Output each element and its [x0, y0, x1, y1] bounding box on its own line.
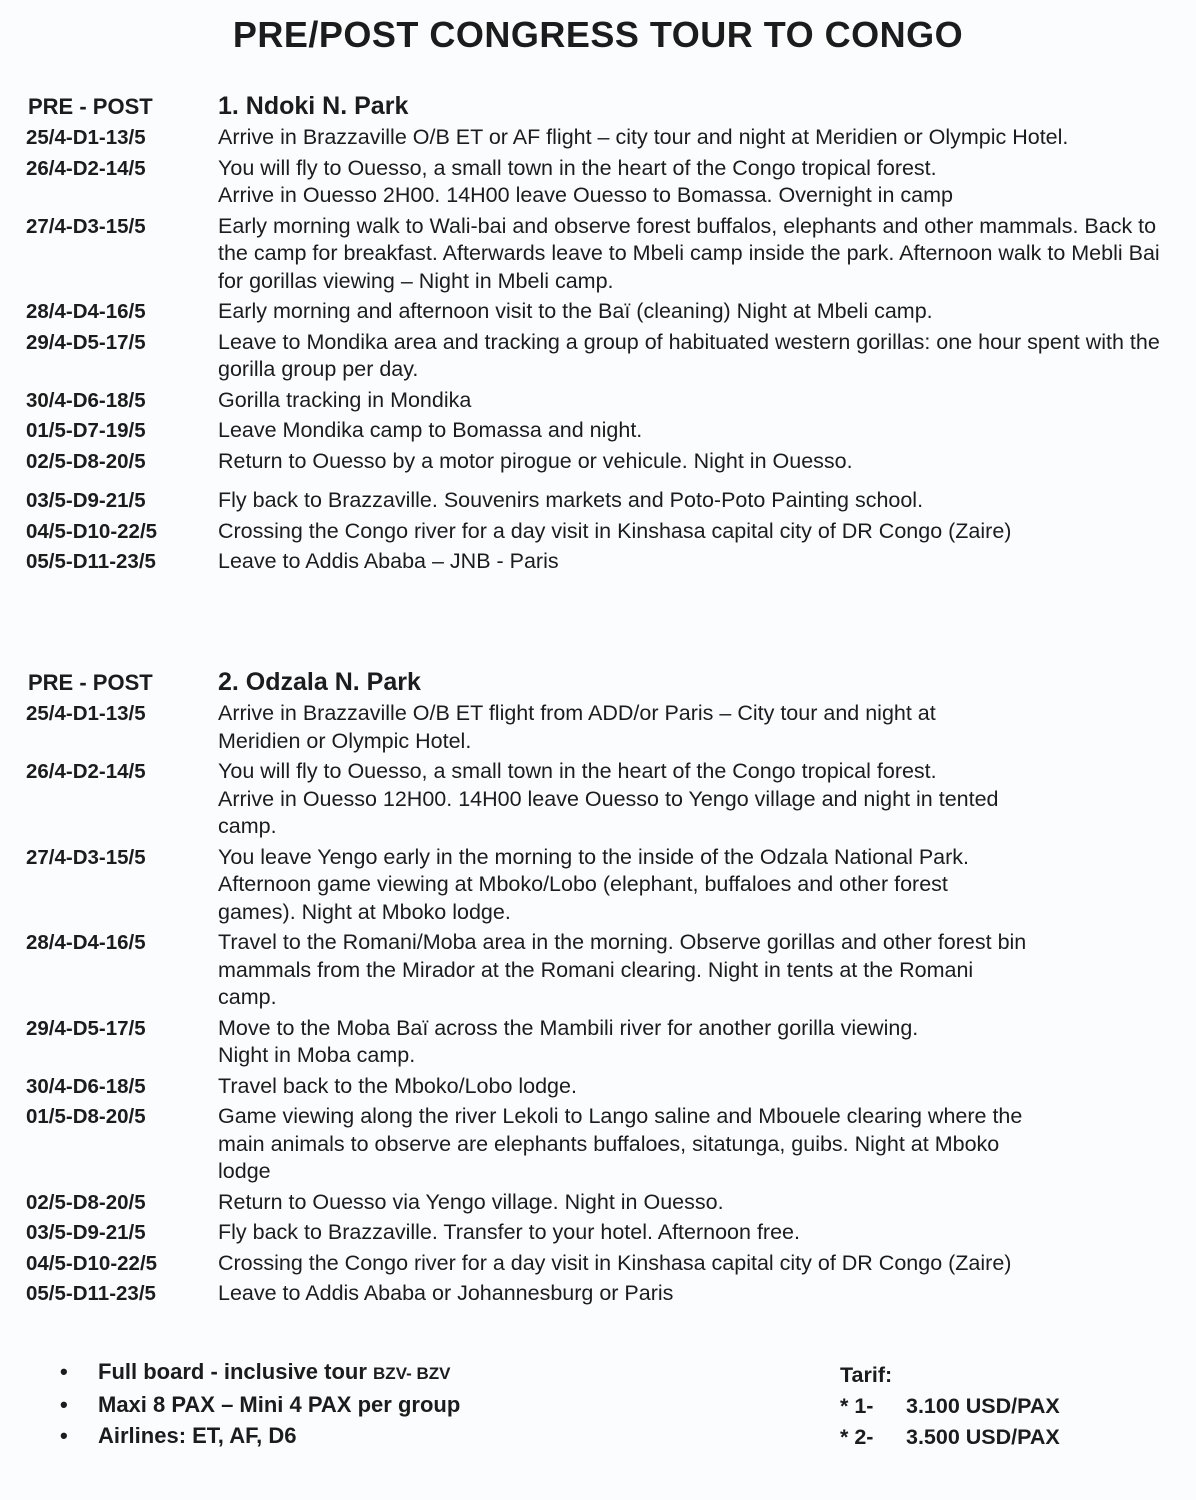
entry-description: [218, 1280, 1180, 1308]
description-line: main animals to observe are elephants buffaloes, sitatunga, guibs. Night at Mboko: [218, 1131, 1000, 1156]
itinerary-entry: [0, 298, 1196, 326]
description-line: Return to Ouesso by a motor pirogue or vehicule. Night in Ouesso.: [218, 448, 853, 473]
description-line: Early morning and afternoon visit to the Baï (cleaning) Night at Mbeli camp.: [218, 299, 933, 323]
description-line: Early morning walk to Wali-bai and observe forest buffalos, elephants and other mammals. Back to the camp for breakfast. Afterwards leave to Mbeli camp inside the park. Afternoon walk to Mebli Bai for gorillas viewing – Night in Mbeli camp.: [218, 213, 1160, 293]
entry-date: 27/4-D3-15/5: [26, 214, 146, 238]
entry-description: [218, 213, 1180, 296]
tarif-key: * 2-: [840, 1425, 874, 1449]
entry-description: [218, 844, 1180, 927]
tarif-block: [840, 1360, 1060, 1453]
itinerary-entry: [0, 1280, 1196, 1308]
entry-description: [218, 1189, 1180, 1217]
entry-date: 28/4-D4-16/5: [26, 300, 146, 323]
description-line: Arrive in Ouesso 2H00. 14H00 leave Ouesso to Bomassa. Overnight in camp: [218, 183, 953, 207]
bullet-item: [60, 1389, 460, 1420]
tarif-row: [840, 1422, 1060, 1453]
entry-description: [218, 387, 1180, 415]
bullet-text: Maxi 8 PAX – Mini 4 PAX per group: [98, 1392, 461, 1417]
entry-description: [218, 155, 1180, 210]
description-line: You leave Yengo early in the morning to the inside of the Odzala National Park.: [218, 844, 970, 869]
entry-date: 04/5-D10-22/5: [26, 1251, 158, 1275]
description-line: camp.: [218, 985, 277, 1009]
description-line: Arrive in Brazzaville O/B ET flight from ADD/or Paris – City tour and night at: [218, 701, 936, 725]
entry-date: 05/5-D11-23/5: [26, 550, 156, 573]
entry-description: [218, 1015, 1180, 1070]
entry-description: [218, 758, 1180, 841]
entry-date: 03/5-D9-21/5: [26, 489, 146, 512]
entry-description: [218, 124, 1180, 152]
entry-description: [218, 548, 1180, 576]
description-line: Fly back to Brazzaville. Souvenirs markets and Poto-Poto Painting school.: [218, 488, 924, 512]
description-line: Arrive in Ouesso 12H00. 14H00 leave Ouesso to Yengo village and night in tented: [218, 786, 999, 811]
description-line: Move to the Moba Baï across the Mambili river for another gorilla viewing.: [218, 1015, 919, 1040]
itinerary-entry: [0, 548, 1196, 576]
tarif-key: * 1-: [840, 1394, 874, 1418]
itinerary-entry: [0, 1073, 1196, 1101]
entry-date: 29/4-D5-17/5: [26, 1016, 146, 1040]
description-line: Game viewing along the river Lekoli to Lango saline and Mbouele clearing where the: [218, 1104, 1023, 1128]
itinerary-entry: [0, 700, 1196, 755]
entry-description: [218, 929, 1180, 1012]
itinerary-entry: [0, 448, 1196, 476]
entry-date: 30/4-D6-18/5: [26, 1074, 146, 1098]
description-line: You will fly to Ouesso, a small town in the heart of the Congo tropical forest.: [218, 759, 937, 783]
entry-description: [218, 1219, 1180, 1247]
itinerary-entry: [0, 844, 1196, 927]
bullet-text: Full board - inclusive tour: [98, 1359, 374, 1384]
entry-date: 02/5-D8-20/5: [26, 449, 146, 473]
itinerary-entry: [0, 758, 1196, 841]
entry-date: 27/4-D3-15/5: [26, 845, 146, 869]
entry-date: 04/5-D10-22/5: [26, 519, 158, 543]
entry-date: 28/4-D4-16/5: [26, 931, 146, 954]
section-header: [0, 92, 1196, 124]
itinerary-entry: [0, 487, 1196, 515]
description-line: Leave to Addis Ababa or Johannesburg or Paris: [218, 1281, 674, 1305]
bullet-item: [60, 1420, 460, 1451]
description-line: Leave Mondika camp to Bomassa and night.: [218, 418, 643, 442]
description-line: Travel back to the Mboko/Lobo lodge.: [218, 1073, 577, 1098]
entry-description: [218, 329, 1180, 384]
section-header: [0, 668, 1196, 700]
description-line: Leave to Addis Ababa – JNB - Paris: [218, 549, 559, 573]
itinerary-entry: [0, 1189, 1196, 1217]
description-line: camp.: [218, 814, 277, 838]
itinerary-entry: [0, 213, 1196, 296]
description-line: Leave to Mondika area and tracking a group of habituated western gorillas: one hour spent with the gorilla group per day.: [218, 329, 1160, 381]
itinerary-entry: [0, 1103, 1196, 1186]
park-title: 1. Ndoki N. Park: [218, 92, 409, 120]
tarif-value: 3.500 USD/PAX: [906, 1425, 1060, 1449]
bullet-item: [60, 1356, 460, 1389]
entry-description: [218, 1250, 1180, 1278]
description-line: Night in Moba camp.: [218, 1043, 416, 1067]
section-ndoki: [0, 92, 1196, 579]
itinerary-entry: [0, 1219, 1196, 1247]
section-odzala: [0, 668, 1196, 1311]
page-title: PRE/POST CONGRESS TOUR TO CONGO: [232, 14, 964, 55]
description-line: Return to Ouesso via Yengo village. Night in Ouesso.: [218, 1189, 724, 1214]
entry-date: 05/5-D11-23/5: [26, 1282, 156, 1305]
description-line: Afternoon game viewing at Mboko/Lobo (elephant, buffaloes and other forest: [218, 872, 948, 896]
footer: [0, 1356, 1196, 1456]
itinerary-entry: [0, 329, 1196, 384]
info-bullets: [60, 1356, 460, 1451]
itinerary-entry: [0, 518, 1196, 546]
entry-date: 26/4-D2-14/5: [26, 760, 146, 783]
park-title: 2. Odzala N. Park: [218, 668, 421, 696]
itinerary-entry: [0, 1015, 1196, 1070]
pre-post-label: PRE - POST: [28, 94, 153, 119]
entry-description: [218, 417, 1180, 445]
tarif-row: [840, 1391, 1060, 1422]
entry-date: 25/4-D1-13/5: [26, 702, 146, 725]
itinerary-entry: [0, 124, 1196, 152]
bullet-text: Airlines: ET, AF, D6: [98, 1423, 297, 1448]
description-line: You will fly to Ouesso, a small town in the heart of the Congo tropical forest.: [218, 155, 937, 180]
entry-date: 01/5-D7-19/5: [26, 419, 146, 442]
description-line: lodge: [218, 1159, 271, 1183]
entry-date: 30/4-D6-18/5: [26, 388, 146, 412]
itinerary-entry: [0, 155, 1196, 210]
description-line: mammals from the Mirador at the Romani clearing. Night in tents at the Romani: [218, 957, 974, 982]
itinerary-entry: [0, 929, 1196, 1012]
bullet-note: BZV- BZV: [373, 1364, 451, 1383]
entry-date: 26/4-D2-14/5: [26, 156, 146, 180]
description-line: Travel to the Romani/Moba area in the morning. Observe gorillas and other forest bin: [218, 930, 1027, 954]
entry-description: [218, 1073, 1180, 1101]
entry-description: [218, 487, 1180, 515]
description-line: Fly back to Brazzaville. Transfer to your hotel. Afternoon free.: [218, 1220, 800, 1244]
tarif-value: 3.100 USD/PAX: [906, 1394, 1060, 1418]
entry-description: [218, 518, 1180, 546]
description-line: Gorilla tracking in Mondika: [218, 387, 472, 412]
pre-post-label: PRE - POST: [28, 670, 153, 695]
tarif-label: Tarif:: [840, 1363, 893, 1387]
itinerary-entry: [0, 387, 1196, 415]
itinerary-entry: [0, 1250, 1196, 1278]
entry-description: [218, 298, 1180, 326]
entry-date: 03/5-D9-21/5: [26, 1221, 146, 1244]
description-line: Crossing the Congo river for a day visit in Kinshasa capital city of DR Congo (Zaire): [218, 518, 1012, 543]
description-line: Arrive in Brazzaville O/B ET or AF flight – city tour and night at Meridien or Olympic Hotel.: [218, 125, 1069, 149]
entry-date: 02/5-D8-20/5: [26, 1190, 146, 1214]
description-line: Crossing the Congo river for a day visit in Kinshasa capital city of DR Congo (Zaire): [218, 1250, 1012, 1275]
entry-date: 29/4-D5-17/5: [26, 330, 146, 354]
entry-date: 01/5-D8-20/5: [26, 1105, 146, 1128]
itinerary-entry: [0, 417, 1196, 445]
description-line: Meridien or Olympic Hotel.: [218, 728, 472, 753]
entry-description: [218, 700, 1180, 755]
entry-description: [218, 448, 1180, 476]
entry-description: [218, 1103, 1180, 1186]
entry-date: 25/4-D1-13/5: [26, 126, 146, 149]
description-line: games). Night at Mboko lodge.: [218, 899, 511, 924]
